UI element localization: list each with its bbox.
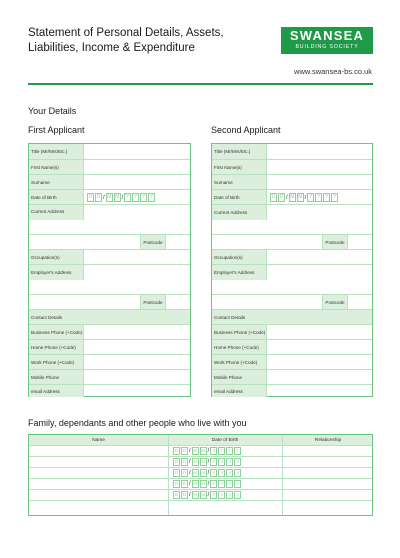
dob-day-cell[interactable]: D [182, 492, 187, 497]
dob-month-cell[interactable]: M [193, 492, 198, 497]
dob-input[interactable] [87, 193, 156, 202]
dob-separator: / [207, 492, 210, 498]
title-label: Title (Mr/Mrs/Etc.) [212, 144, 267, 159]
family-table-body [29, 446, 372, 516]
dob-year-1[interactable]: Y [126, 194, 130, 200]
occupation-label: Occupation(s) [29, 250, 84, 264]
dob-separator: / [286, 194, 288, 201]
second-applicant-form [211, 143, 373, 397]
surname-label: Surname [212, 175, 267, 189]
home-phone-row[interactable] [212, 339, 372, 354]
dob-day-cell[interactable]: D [182, 470, 187, 475]
first-names-row[interactable] [29, 159, 190, 174]
title-label: Title (Mr/Mrs/Etc.) [29, 144, 84, 159]
dob-day-2[interactable]: D [279, 194, 284, 200]
dob-year-4[interactable]: Y [150, 194, 154, 200]
surname-row[interactable] [29, 174, 190, 189]
col-dob-header: Date of Birth [211, 438, 239, 443]
dob-separator: / [103, 194, 105, 201]
home-phone-row[interactable] [29, 339, 190, 354]
dob-label: Date of Birth [212, 190, 267, 204]
col-name-header: Name [92, 438, 105, 443]
business-phone-label: Business Phone (+Code) [212, 325, 267, 339]
dob-label: Date of Birth [29, 190, 84, 204]
dob-month-cell[interactable]: M [201, 470, 206, 475]
dob-separator: / [207, 459, 210, 465]
dob-day-cell[interactable]: D [174, 448, 179, 453]
header-divider [28, 83, 373, 85]
surname-label: Surname [29, 175, 84, 189]
dob-separator: / [207, 448, 210, 454]
dob-month-cell[interactable]: M [193, 459, 198, 464]
dob-year-cell[interactable]: Y [228, 470, 232, 475]
table-row[interactable] [29, 457, 372, 468]
first-applicant-heading: First Applicant [28, 125, 85, 135]
email-label: email Address [212, 385, 267, 397]
occupation-row[interactable] [29, 249, 190, 264]
current-address-label: Current Address [29, 205, 84, 220]
postcode-label: Postcode [322, 235, 348, 249]
dob-separator: / [304, 194, 307, 201]
dob-month-cell[interactable]: M [201, 492, 206, 497]
dob-day-cell[interactable]: D [174, 459, 179, 464]
dob-year-cell[interactable]: Y [212, 470, 216, 475]
postcode-label: Postcode [140, 235, 166, 249]
dob-year-cell[interactable]: Y [228, 448, 232, 453]
dob-year-cell[interactable]: Y [228, 481, 232, 486]
occupation-row[interactable] [212, 249, 372, 264]
family-dob-input[interactable] [173, 458, 242, 466]
dob-year-cell[interactable]: Y [228, 492, 232, 497]
dob-year-cell[interactable]: Y [220, 481, 224, 486]
family-dob-input[interactable] [173, 480, 242, 488]
dob-year-3[interactable]: Y [142, 194, 146, 200]
postcode-row[interactable] [212, 234, 372, 249]
family-dob-input[interactable] [173, 491, 242, 499]
dob-day-cell[interactable]: D [182, 448, 187, 453]
work-phone-row[interactable] [29, 354, 190, 369]
home-phone-label: Home Phone (+Code) [212, 340, 267, 354]
dob-separator: / [121, 194, 124, 201]
dob-year-cell[interactable]: Y [212, 481, 216, 486]
dob-separator: / [189, 448, 191, 454]
table-row[interactable] [29, 468, 372, 479]
employer-postcode-row[interactable] [212, 294, 372, 309]
dob-month-2[interactable]: M [115, 194, 120, 200]
family-table-header [29, 435, 372, 446]
business-phone-label: Business Phone (+Code) [29, 325, 84, 339]
contact-details-label: Contact Details [212, 310, 372, 324]
table-row[interactable] [29, 446, 372, 457]
postcode-label: Postcode [322, 295, 348, 309]
work-phone-row[interactable] [212, 354, 372, 369]
document-title-line-2: Liabilities, Income & Expenditure [28, 42, 195, 54]
dob-day-cell[interactable]: D [174, 492, 179, 497]
home-phone-label: Home Phone (+Code) [29, 340, 84, 354]
dob-day-cell[interactable]: D [182, 459, 187, 464]
contact-details-label: Contact Details [29, 310, 190, 324]
title-row[interactable] [212, 144, 372, 159]
employer-address-row[interactable] [29, 264, 190, 294]
employer-address-label: Employer's Address [212, 265, 267, 280]
logo-sub-text: BUILDING SOCIETY [295, 44, 359, 50]
dob-month-cell[interactable]: M [193, 470, 198, 475]
first-applicant-form [28, 143, 191, 397]
mobile-phone-row[interactable] [212, 369, 372, 384]
dob-month-2[interactable]: M [298, 194, 303, 200]
dob-year-cell[interactable]: Y [236, 459, 240, 464]
document-title [28, 26, 268, 56]
dob-year-cell[interactable]: Y [236, 492, 240, 497]
dob-year-cell[interactable]: Y [212, 492, 216, 497]
occupation-label: Occupation(s) [212, 250, 267, 264]
swansea-logo [281, 27, 373, 54]
your-details-heading: Your Details [28, 106, 77, 116]
postcode-row[interactable] [29, 234, 190, 249]
dob-year-cell[interactable]: Y [236, 448, 240, 453]
mobile-phone-label: Mobile Phone [29, 370, 84, 384]
dob-day-cell[interactable]: D [174, 470, 179, 475]
business-phone-row[interactable] [212, 324, 372, 339]
logo-main-text: SWANSEA [289, 28, 365, 43]
dob-month-cell[interactable]: M [201, 448, 206, 453]
dob-separator: / [189, 492, 191, 498]
current-address-row[interactable] [212, 204, 372, 234]
first-names-row[interactable] [212, 159, 372, 174]
dob-year-cell[interactable]: Y [212, 459, 216, 464]
website-url: www.swansea-bs.co.uk [294, 67, 372, 76]
dob-year-2[interactable]: Y [317, 194, 321, 200]
dob-day-1[interactable]: D [271, 194, 276, 200]
dob-separator: / [207, 470, 210, 476]
col-relationship-header: Relationship [314, 438, 342, 443]
dob-separator: / [189, 459, 191, 465]
dob-year-cell[interactable]: Y [212, 448, 216, 453]
table-row[interactable] [29, 490, 372, 501]
dob-row [212, 189, 372, 204]
table-row[interactable] [29, 479, 372, 490]
employer-address-label: Employer's Address [29, 265, 84, 280]
title-row[interactable] [29, 144, 190, 159]
dob-month-cell[interactable]: M [193, 448, 198, 453]
second-applicant-heading: Second Applicant [211, 125, 281, 135]
dob-separator: / [189, 481, 191, 487]
work-phone-label: Work Phone (+Code) [212, 355, 267, 369]
dob-year-cell[interactable]: Y [236, 470, 240, 475]
dob-year-3[interactable]: Y [325, 194, 329, 200]
dob-year-cell[interactable]: Y [220, 470, 224, 475]
dob-year-cell[interactable]: Y [220, 492, 224, 497]
dob-month-1[interactable]: M [107, 194, 112, 200]
email-row[interactable] [212, 384, 372, 397]
dob-day-2[interactable]: D [96, 194, 101, 200]
family-table [28, 434, 373, 516]
document-title-line-1: Statement of Personal Details, Assets, [28, 27, 224, 39]
work-phone-label: Work Phone (+Code) [29, 355, 84, 369]
dob-year-4[interactable]: Y [333, 194, 337, 200]
dob-input[interactable] [270, 193, 339, 202]
dob-year-cell[interactable]: Y [220, 448, 224, 453]
dob-row [29, 189, 190, 204]
table-row[interactable] [29, 501, 372, 512]
dob-month-cell[interactable]: M [193, 481, 198, 486]
dob-year-cell[interactable]: Y [228, 459, 232, 464]
surname-row[interactable] [212, 174, 372, 189]
current-address-label: Current Address [212, 205, 267, 220]
email-row[interactable] [29, 384, 190, 397]
dob-month-1[interactable]: M [290, 194, 295, 200]
first-names-label: First Name(s) [212, 160, 267, 174]
dob-day-cell[interactable]: D [174, 481, 179, 486]
employer-postcode-row[interactable] [29, 294, 190, 309]
dob-separator: / [189, 470, 191, 476]
employer-address-row[interactable] [212, 264, 372, 294]
family-heading: Family, dependants and other people who live with you [28, 418, 247, 428]
email-label: email Address [29, 385, 84, 397]
dob-year-2[interactable]: Y [134, 194, 138, 200]
dob-day-1[interactable]: D [88, 194, 93, 200]
family-dob-input[interactable] [173, 447, 242, 455]
dob-day-cell[interactable]: D [182, 481, 187, 486]
business-phone-row[interactable] [29, 324, 190, 339]
contact-details-row [29, 309, 190, 324]
mobile-phone-label: Mobile Phone [212, 370, 267, 384]
first-names-label: First Name(s) [29, 160, 84, 174]
current-address-row[interactable] [29, 204, 190, 234]
dob-separator: / [207, 481, 210, 487]
dob-year-1[interactable]: Y [309, 194, 313, 200]
mobile-phone-row[interactable] [29, 369, 190, 384]
postcode-label: Postcode [140, 295, 166, 309]
dob-year-cell[interactable]: Y [220, 459, 224, 464]
dob-month-cell[interactable]: M [201, 481, 206, 486]
family-dob-input[interactable] [173, 469, 242, 477]
contact-details-row [212, 309, 372, 324]
dob-year-cell[interactable]: Y [236, 481, 240, 486]
dob-month-cell[interactable]: M [201, 459, 206, 464]
